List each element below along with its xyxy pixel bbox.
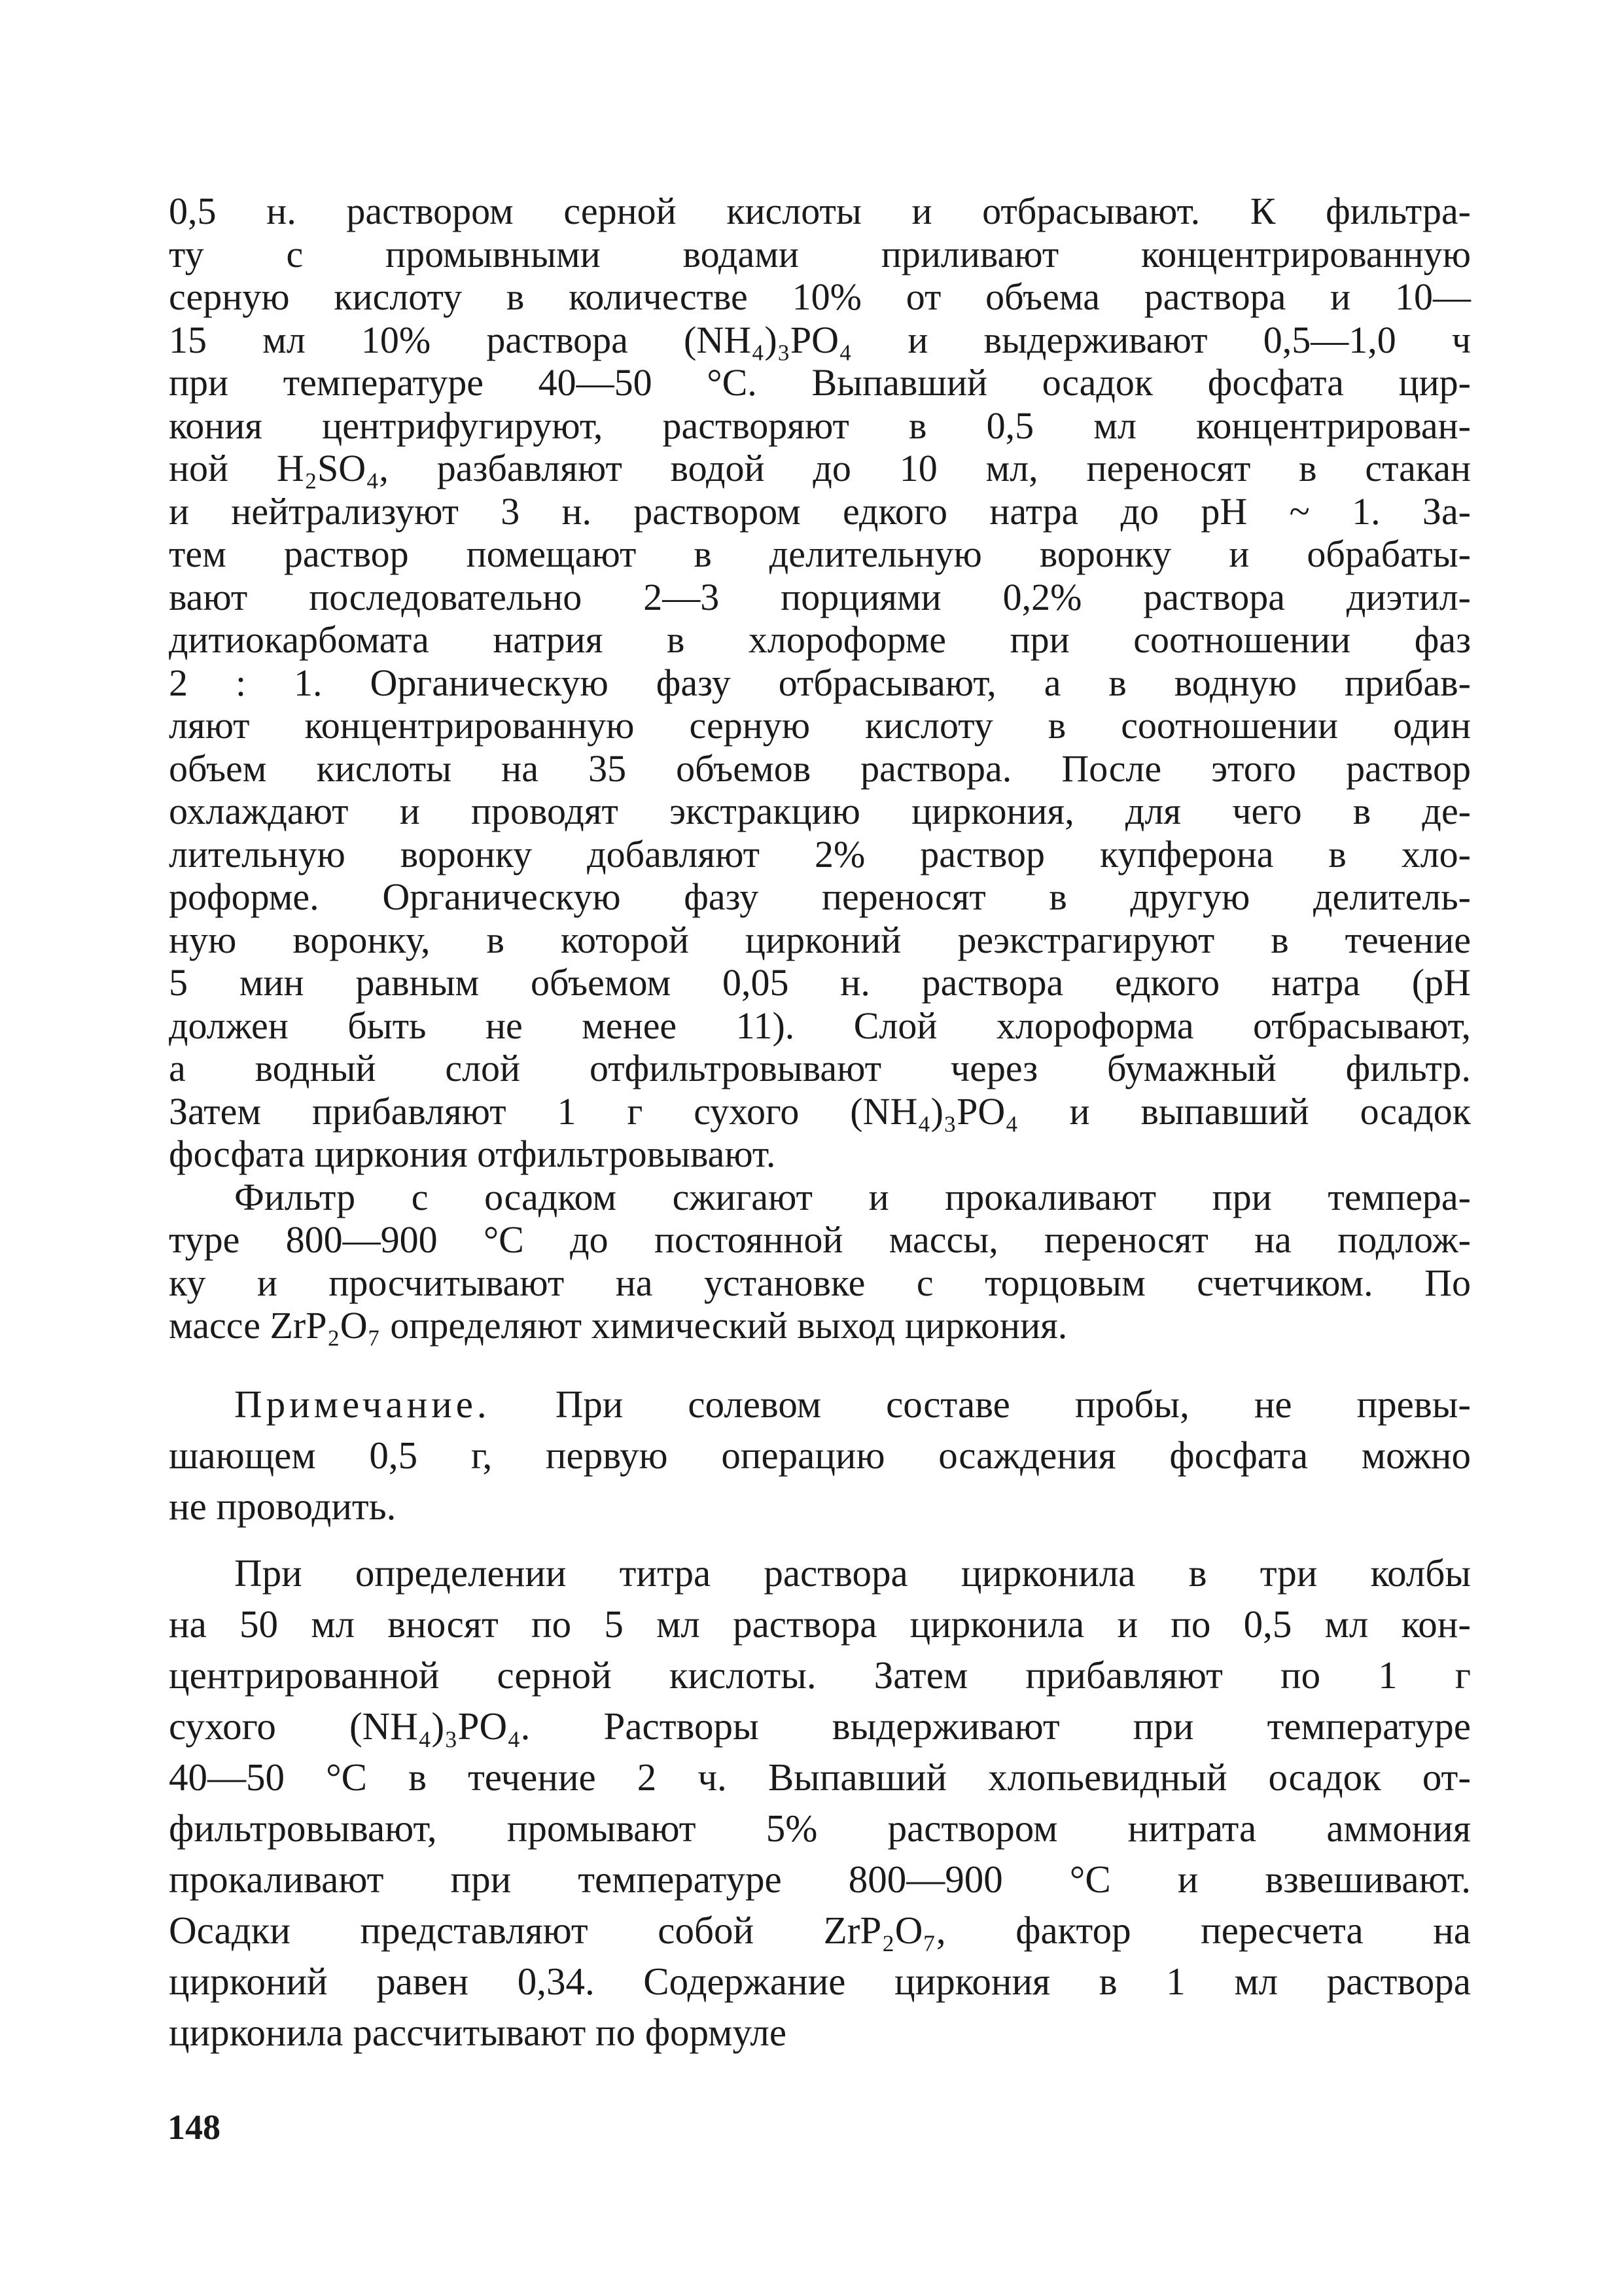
text-line: лительную воронку добавляют 2% раствор купферона в хло- xyxy=(169,832,1471,875)
text-line: цирконила рассчитывают по формуле xyxy=(169,2010,787,2054)
text-line: 0,5 н. раствором серной кислоты и отбрасывают. К фильтра- xyxy=(169,190,1471,232)
text-line: туре 800—900 °C до постоянной массы, переносят на подлож- xyxy=(169,1218,1471,1261)
text-line: 5 мин равным объемом 0,05 н. раствора едкого натра (pH xyxy=(169,961,1471,1004)
page-number: 148 xyxy=(167,2108,220,2147)
text-line: объем кислоты на 35 объемов раствора. После этого раствор xyxy=(169,747,1471,790)
text-line: на 50 мл вносят по 5 мл раствора цирконила и по 0,5 мл кон- xyxy=(169,1602,1471,1646)
text-line: 40—50 °C в течение 2 ч. Выпавший хлопьевидный осадок от- xyxy=(169,1755,1471,1799)
text-line: фосфата циркония отфильтровывают. xyxy=(169,1133,776,1175)
note-lead: Примечание. xyxy=(234,1382,491,1426)
text-line: При определении титра раствора цирконила в три колбы xyxy=(234,1551,1471,1595)
text-line: не проводить. xyxy=(169,1484,397,1528)
text-line: фильтровывают, промывают 5% раствором нитрата аммония xyxy=(169,1806,1471,1850)
text-line: массе ZrP₂O₇ определяют химический выход циркония. xyxy=(169,1304,1068,1347)
text-line: при температуре 40—50 °C. Выпавший осадок фосфата цир- xyxy=(169,361,1471,404)
paragraph-titer xyxy=(169,1547,1471,2058)
text-line: 15 мл 10% раствора (NH₄)₃PO₄ и выдерживают 0,5—1,0 ч xyxy=(169,318,1471,361)
paragraph-ignition xyxy=(169,1176,1471,1347)
text-line: ляют концентрированную серную кислоту в соотношении один xyxy=(169,704,1471,747)
text-line: а водный слой отфильтровывают через бумажный фильтр. xyxy=(169,1047,1471,1089)
text-line: сухого (NH₄)₃PO₄. Растворы выдерживают при температуре xyxy=(169,1704,1471,1748)
text-line: серную кислоту в количестве 10% от объема раствора и 10— xyxy=(169,275,1471,318)
text-line: вают последовательно 2—3 порциями 0,2% раствора диэтил- xyxy=(169,575,1471,618)
text-line: ту с промывными водами приливают концентрированную xyxy=(169,232,1471,275)
paragraph-note xyxy=(169,1379,1471,1532)
note-text: При солевом составе пробы, не превы- xyxy=(490,1382,1471,1426)
page-body xyxy=(169,190,1471,2058)
text-line: ной H₂SO₄, разбавляют водой до 10 мл, переносят в стакан xyxy=(169,447,1471,489)
text-line: охлаждают и проводят экстракцию циркония, для чего в де- xyxy=(169,790,1471,832)
text-line: и нейтрализуют 3 н. раствором едкого натра до pH ~ 1. За- xyxy=(169,489,1471,533)
text-line: прокаливают при температуре 800—900 °C и взвешивают. xyxy=(169,1857,1471,1901)
text-line: Затем прибавляют 1 г сухого (NH₄)₃PO₄ и выпавший осадок xyxy=(169,1089,1471,1133)
text-line: Осадки представляют собой ZrP₂O₇, фактор пересчета на xyxy=(169,1908,1471,1952)
text-line: кония центрифугируют, растворяют в 0,5 мл концентрирован- xyxy=(169,404,1471,447)
text-line: роформе. Органическую фазу переносят в другую делитель- xyxy=(169,875,1471,918)
text-line: центрированной серной кислоты. Затем прибавляют по 1 г xyxy=(169,1653,1471,1697)
text-line xyxy=(169,1379,1471,1430)
text-line: ную воронку, в которой цирконий реэкстрагируют в течение xyxy=(169,918,1471,961)
text-line: тем раствор помещают в делительную воронку и обрабаты- xyxy=(169,533,1471,575)
text-line: должен быть не менее 11). Слой хлороформа отбрасывают, xyxy=(169,1004,1471,1047)
text-line: 2 : 1. Органическую фазу отбрасывают, а в водную прибав- xyxy=(169,661,1471,704)
text-line: шающем 0,5 г, первую операцию осаждения фосфата можно xyxy=(169,1433,1471,1477)
text-line: дитиокарбомата натрия в хлороформе при соотношении фаз xyxy=(169,618,1471,661)
text-line: ку и просчитывают на установке с торцовым счетчиком. По xyxy=(169,1261,1471,1304)
paragraph-procedure xyxy=(169,190,1471,1176)
text-line: Фильтр с осадком сжигают и прокаливают при темпера- xyxy=(234,1175,1471,1218)
text-line: цирконий равен 0,34. Содержание циркония в 1 мл раствора xyxy=(169,1959,1471,2003)
